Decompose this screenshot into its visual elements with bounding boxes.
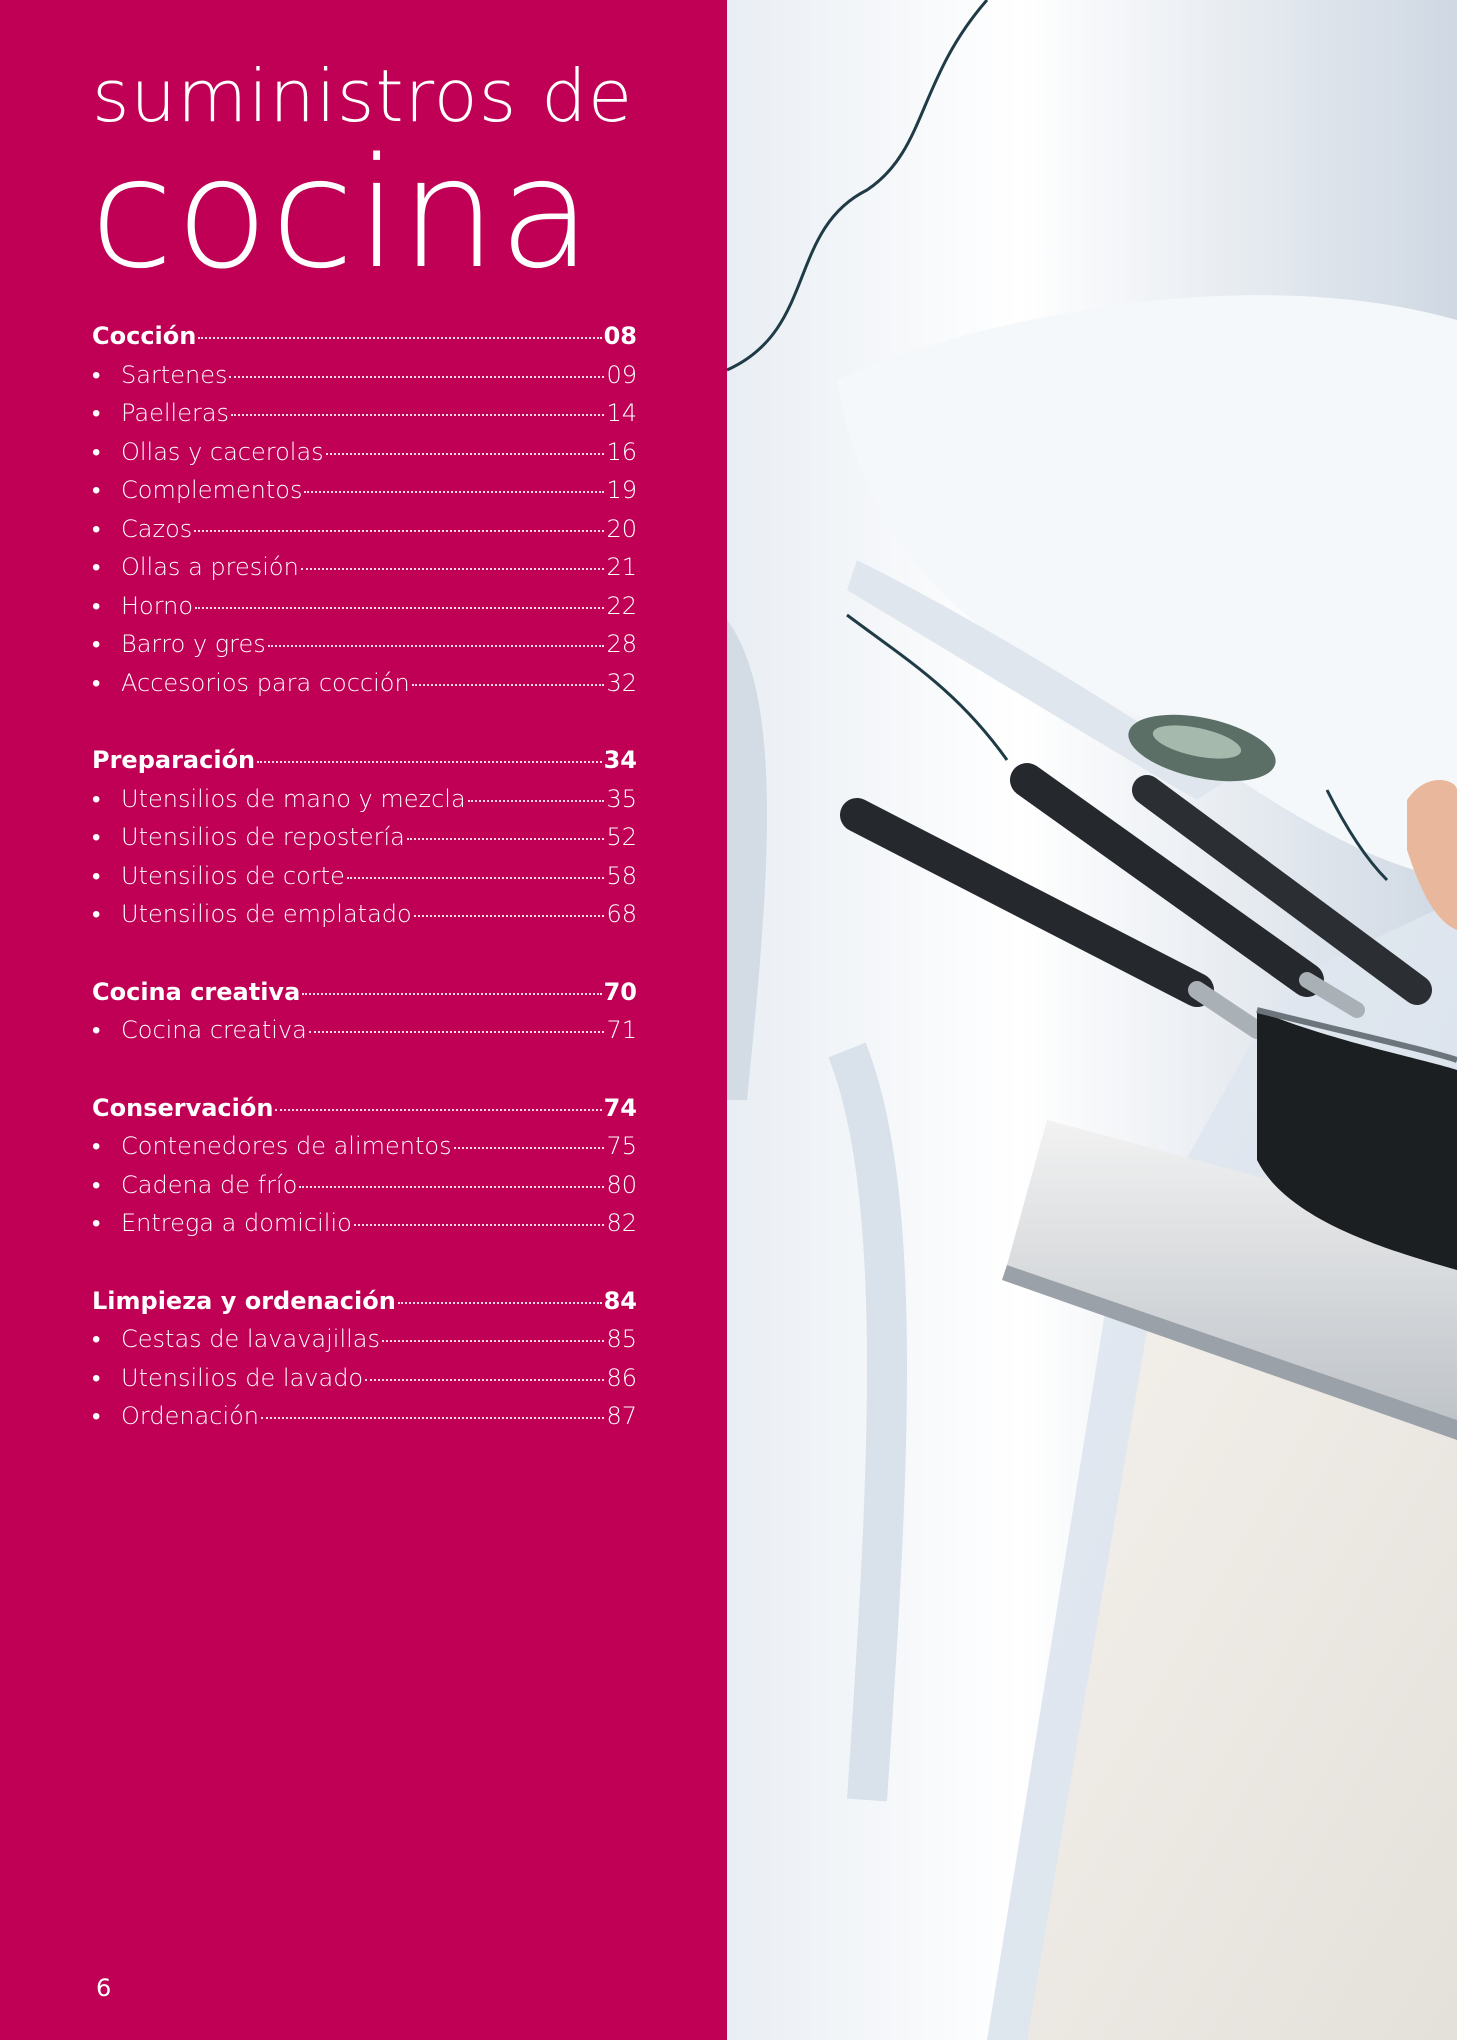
bullet: • — [92, 1402, 101, 1430]
chef-with-pans-photo — [727, 0, 1457, 2040]
bullet: • — [92, 360, 101, 389]
toc-item-label: Cadena de frío — [121, 1170, 298, 1199]
toc-item-label: Cocina creativa — [121, 1016, 307, 1044]
toc-page-number: 28 — [606, 630, 637, 658]
toc-item[interactable] — [92, 399, 637, 438]
toc-heading-label: Limpieza y ordenación — [92, 1286, 396, 1315]
dot-leader — [302, 993, 601, 995]
dot-leader — [354, 1224, 605, 1226]
toc-page-number: 35 — [606, 784, 637, 813]
dot-leader — [382, 1340, 604, 1342]
toc-item-label: Ollas y cacerolas — [121, 437, 324, 466]
toc-page-number: 68 — [606, 900, 637, 928]
toc-page-number: 70 — [603, 977, 637, 1006]
toc-heading-label: Conservación — [92, 1093, 274, 1122]
toc-page-number: 20 — [606, 514, 637, 543]
dot-leader — [304, 491, 604, 493]
toc-item-label: Ollas a presión — [121, 553, 299, 581]
toc-item[interactable] — [92, 476, 637, 515]
toc-section-coccion — [92, 322, 637, 707]
toc-page-number: 87 — [606, 1402, 637, 1430]
toc-heading-label: Preparación — [92, 746, 256, 774]
toc-item-label: Complementos — [121, 476, 303, 504]
toc-item[interactable] — [92, 785, 637, 824]
toc-item[interactable] — [92, 630, 637, 669]
toc-item-label: Contenedores de alimentos — [121, 1132, 452, 1160]
toc-item[interactable] — [92, 438, 637, 477]
dot-leader — [257, 761, 601, 763]
toc-item-label: Sartenes — [121, 360, 228, 389]
toc-item[interactable] — [92, 553, 637, 592]
toc-item-label: Entrega a domicilio — [121, 1209, 352, 1237]
toc-item-label: Utensilios de corte — [121, 861, 345, 890]
dot-leader — [468, 800, 605, 802]
toc-item-label: Paelleras — [121, 399, 230, 427]
toc-item[interactable] — [92, 1132, 637, 1171]
dot-leader — [231, 414, 604, 416]
toc-section-preparacion — [92, 746, 637, 939]
bullet: • — [92, 399, 101, 427]
toc-page-number: 21 — [606, 553, 637, 581]
bullet: • — [92, 784, 101, 813]
toc-page-number: 32 — [606, 668, 637, 697]
bullet: • — [92, 514, 101, 543]
bullet: • — [92, 476, 101, 504]
dot-leader — [261, 1417, 604, 1419]
toc-item[interactable] — [92, 900, 637, 939]
toc-item[interactable] — [92, 1016, 637, 1055]
dot-leader — [194, 530, 604, 532]
bullet: • — [92, 823, 101, 851]
toc-page-number: 80 — [606, 1170, 637, 1199]
toc-page-number: 84 — [603, 1286, 637, 1315]
toc-item-label: Utensilios de repostería — [121, 823, 405, 851]
title-line-1: suministros de — [92, 54, 634, 138]
toc-page-number: 14 — [606, 399, 637, 427]
toc-item[interactable] — [92, 1402, 637, 1441]
toc-item-label: Cazos — [121, 514, 193, 543]
magenta-panel — [0, 0, 727, 2040]
toc-item-label: Accesorios para cocción — [121, 668, 410, 697]
toc-page-number: 75 — [606, 1132, 637, 1160]
bullet: • — [92, 1170, 101, 1199]
dot-leader — [414, 915, 605, 917]
toc-heading[interactable] — [92, 746, 637, 785]
toc-heading[interactable] — [92, 978, 637, 1017]
toc-page-number: 34 — [603, 746, 637, 774]
toc-item[interactable] — [92, 515, 637, 554]
toc-page-number: 85 — [606, 1325, 637, 1353]
dot-leader — [275, 1109, 601, 1111]
dot-leader — [309, 1031, 605, 1033]
toc-page-number: 58 — [606, 861, 637, 890]
bullet: • — [92, 437, 101, 466]
bullet: • — [92, 668, 101, 697]
bullet: • — [92, 630, 101, 658]
toc-item-label: Ordenación — [121, 1402, 260, 1430]
toc-item-label: Utensilios de lavado — [121, 1363, 364, 1392]
dot-leader — [268, 645, 605, 647]
dot-leader — [299, 1186, 604, 1188]
dot-leader — [198, 337, 601, 339]
dot-leader — [412, 684, 605, 686]
toc-page-number: 09 — [606, 360, 637, 389]
page-number: 6 — [96, 1974, 112, 2002]
bullet: • — [92, 861, 101, 890]
toc-heading-label: Cocción — [92, 322, 197, 350]
dot-leader — [407, 838, 605, 840]
bullet: • — [92, 1016, 101, 1044]
toc-heading-label: Cocina creativa — [92, 977, 301, 1006]
bullet: • — [92, 553, 101, 581]
bullet: • — [92, 1325, 101, 1353]
toc-page-number: 86 — [606, 1363, 637, 1392]
dot-leader — [229, 376, 604, 378]
toc-heading[interactable] — [92, 322, 637, 361]
toc-item[interactable] — [92, 823, 637, 862]
toc-page-number: 71 — [606, 1016, 637, 1044]
toc-item-label: Cestas de lavavajillas — [121, 1325, 380, 1353]
table-of-contents — [92, 322, 637, 1480]
toc-item[interactable] — [92, 669, 637, 708]
toc-item[interactable] — [92, 592, 637, 631]
toc-item-label: Utensilios de mano y mezcla — [121, 784, 466, 813]
toc-page-number: 08 — [603, 322, 637, 350]
toc-item[interactable] — [92, 1325, 637, 1364]
toc-item[interactable] — [92, 361, 637, 400]
dot-leader — [326, 453, 605, 455]
toc-item[interactable] — [92, 1364, 637, 1403]
toc-item[interactable] — [92, 862, 637, 901]
dot-leader — [398, 1302, 602, 1304]
dot-leader — [195, 607, 604, 609]
toc-heading[interactable] — [92, 1287, 637, 1326]
bullet: • — [92, 1363, 101, 1392]
toc-section-cocina-creativa — [92, 978, 637, 1055]
toc-page-number: 19 — [606, 476, 637, 504]
toc-item-label: Horno — [121, 591, 194, 620]
bullet: • — [92, 1209, 101, 1237]
dot-leader — [301, 568, 605, 570]
toc-page-number: 52 — [606, 823, 637, 851]
toc-section-conservacion — [92, 1094, 637, 1248]
toc-item-label: Utensilios de emplatado — [121, 900, 412, 928]
toc-section-limpieza — [92, 1287, 637, 1441]
toc-page-number: 22 — [606, 591, 637, 620]
toc-page-number: 16 — [606, 437, 637, 466]
toc-item[interactable] — [92, 1171, 637, 1210]
toc-item[interactable] — [92, 1209, 637, 1248]
dot-leader — [365, 1379, 604, 1381]
toc-page-number: 82 — [606, 1209, 637, 1237]
toc-heading[interactable] — [92, 1094, 637, 1133]
dot-leader — [347, 877, 605, 879]
bullet: • — [92, 900, 101, 928]
dot-leader — [454, 1147, 605, 1149]
toc-item-label: Barro y gres — [121, 630, 266, 658]
bullet: • — [92, 1132, 101, 1160]
bullet: • — [92, 591, 101, 620]
title-line-2: cocina — [90, 125, 594, 302]
toc-page-number: 74 — [603, 1093, 637, 1122]
